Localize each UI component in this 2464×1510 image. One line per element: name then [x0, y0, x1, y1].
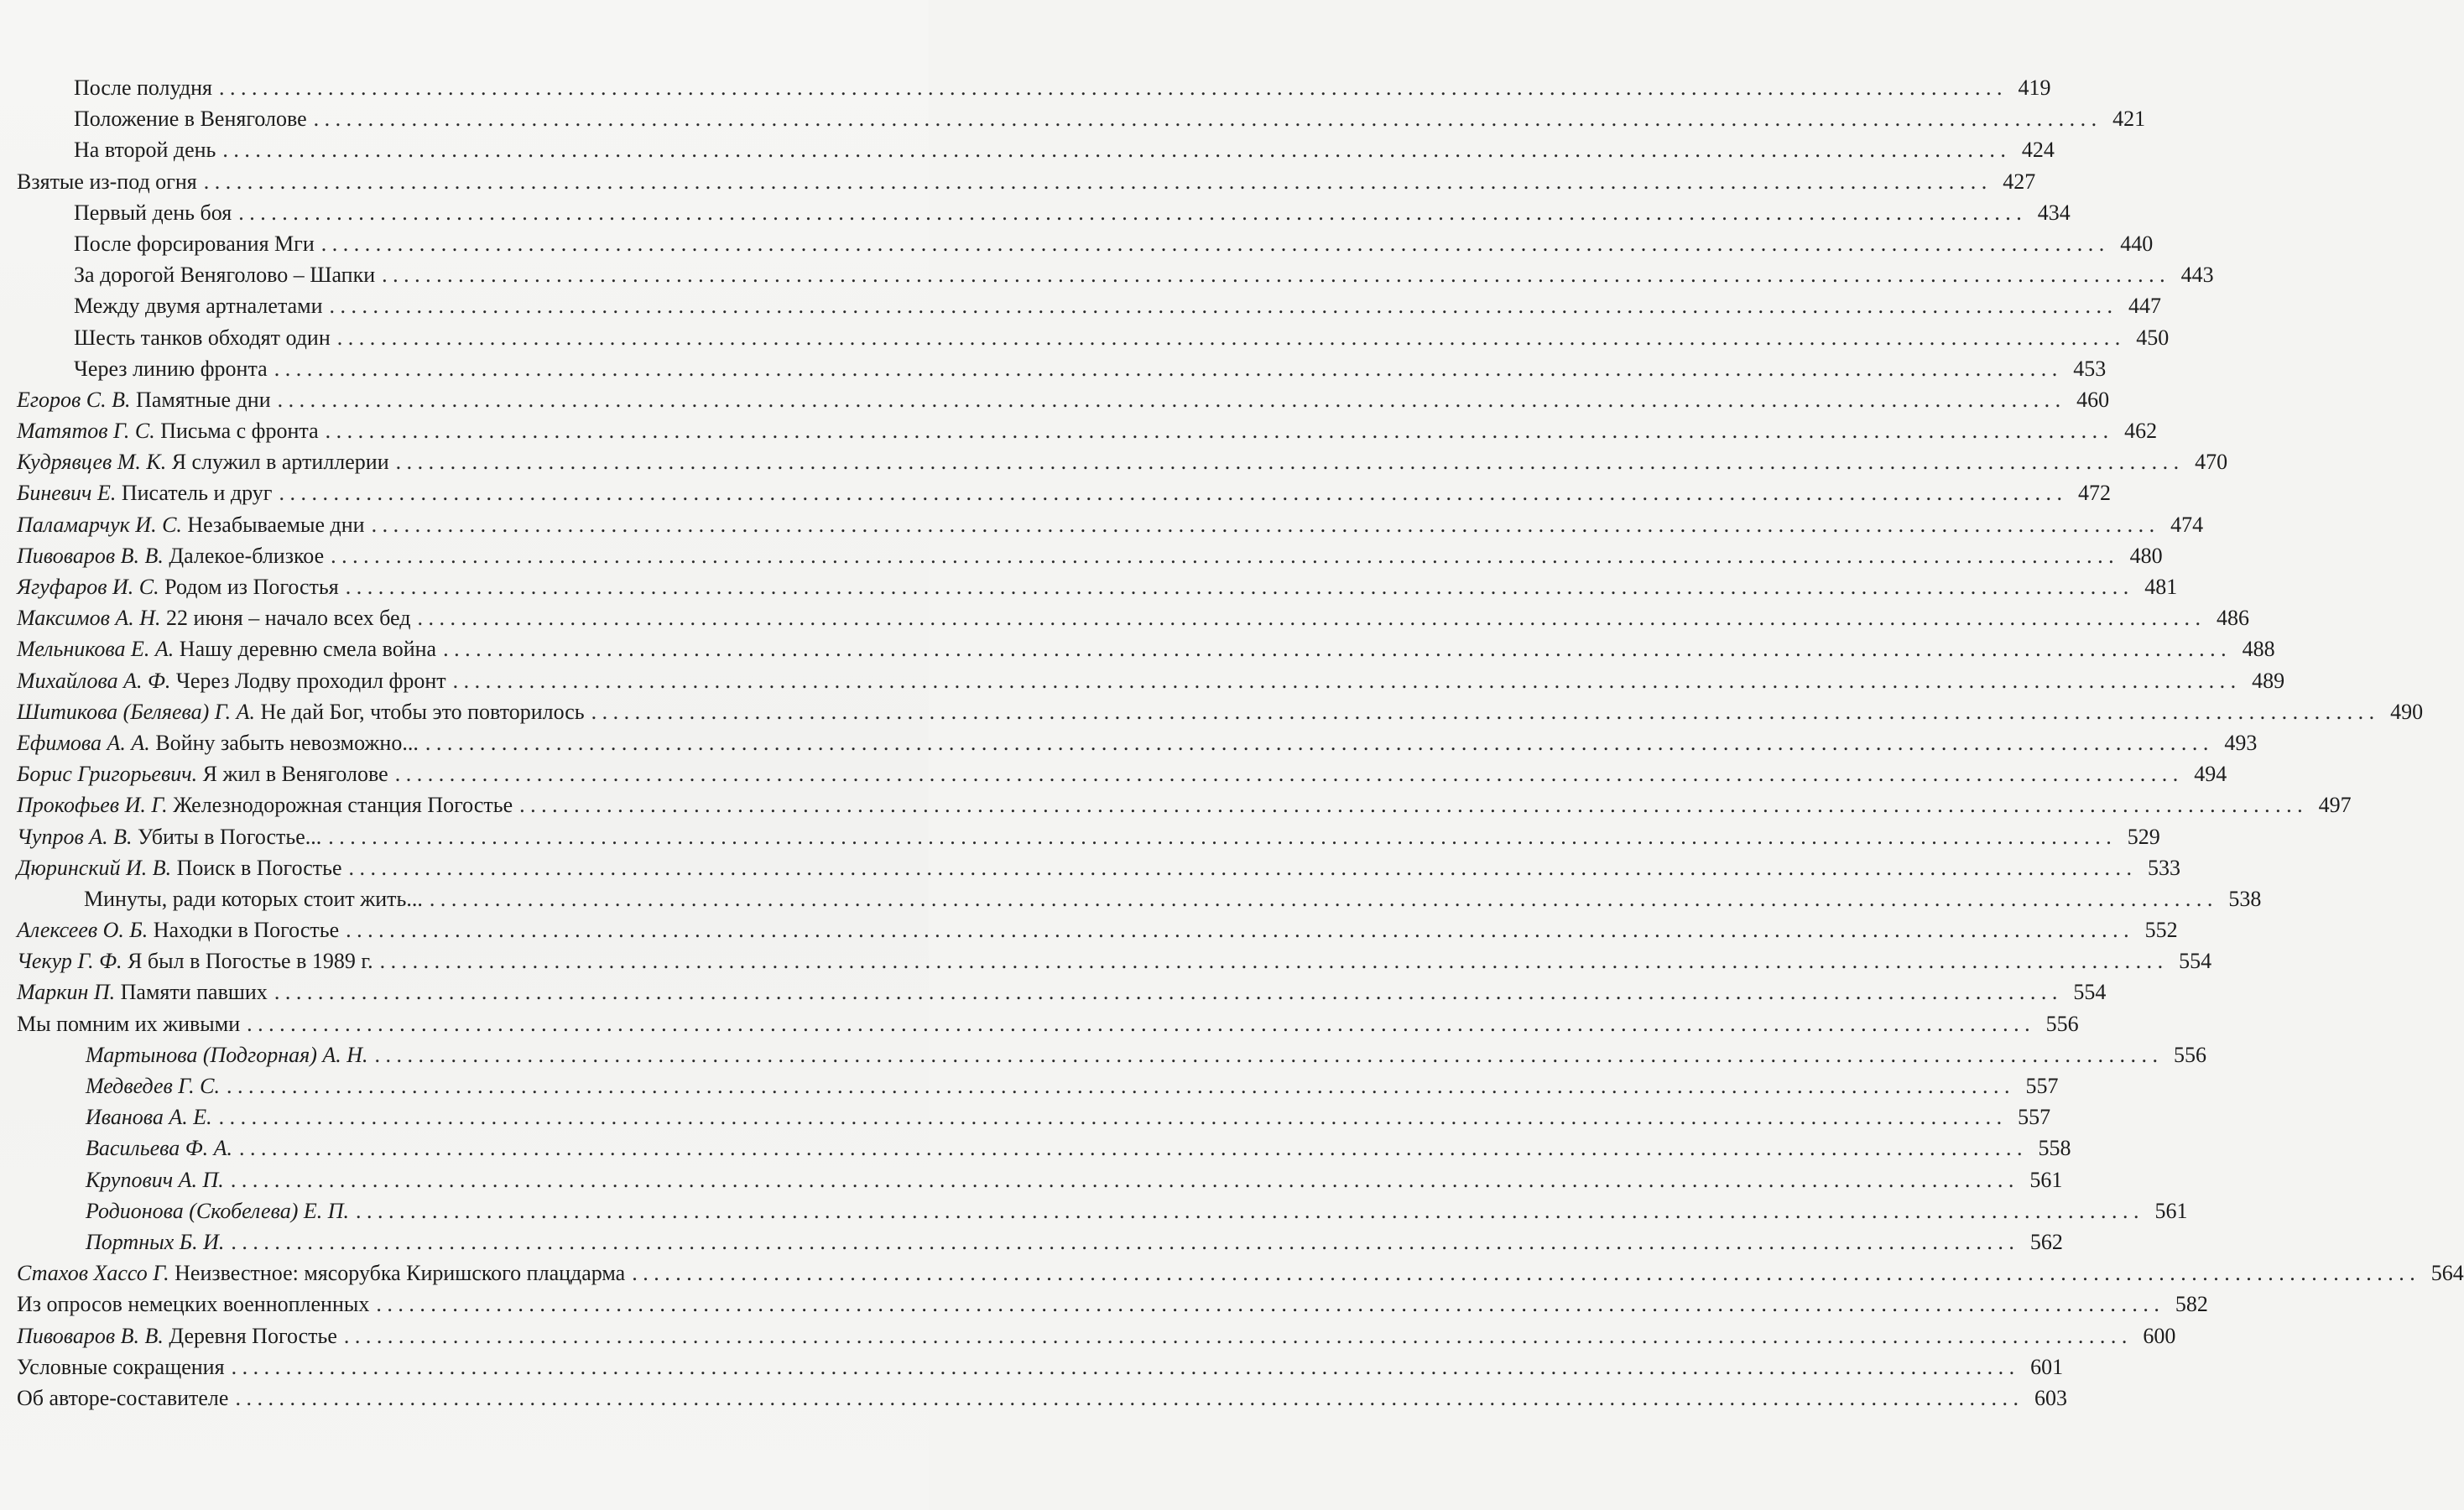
dot-leader	[453, 665, 2237, 696]
dot-leader	[382, 259, 2165, 290]
toc-entry-title: Памятные дни	[136, 387, 271, 412]
dot-leader	[375, 1039, 2159, 1070]
toc-entry-author: Ефимова А. А.	[17, 730, 150, 755]
toc-entry-title: Условные сокращения	[17, 1354, 225, 1379]
toc-entry-page-number: 529	[2127, 824, 2160, 849]
dot-leader	[204, 166, 1987, 197]
dot-leader	[356, 1195, 2139, 1226]
toc-entry-page-number: 556	[2045, 1011, 2079, 1036]
toc-entry-label	[74, 103, 307, 134]
toc-entry	[0, 477, 2111, 508]
toc-entry-label	[17, 602, 410, 633]
toc-entry-label	[74, 197, 232, 228]
toc-entry-author: Васильева Ф. А.	[86, 1136, 233, 1161]
toc-entry-author: Иванова А. Е.	[86, 1105, 212, 1130]
dot-leader	[344, 1320, 2128, 1351]
toc-entry-title: Нашу деревню смела война	[179, 637, 437, 662]
toc-entry	[0, 1257, 2464, 1289]
toc-entry	[0, 353, 2107, 384]
dot-leader	[278, 384, 2061, 415]
toc-entry-page-number: 582	[2175, 1292, 2208, 1317]
toc-entry-title: Письма с фронта	[160, 419, 319, 444]
toc-entry-label	[86, 1226, 224, 1257]
toc-entry-label	[17, 633, 436, 664]
toc-entry-page-number: 554	[2179, 949, 2212, 974]
toc-entry	[0, 1351, 2064, 1382]
dot-leader	[231, 1164, 2014, 1195]
toc-entry-title: Далекое-близкое	[169, 543, 325, 568]
toc-entry-author: Прокофьев И. Г.	[17, 793, 168, 818]
toc-entry-page-number: 600	[2143, 1323, 2176, 1348]
toc-entry	[0, 1132, 2071, 1164]
toc-entry-title: Не дай Бог, чтобы это повторилось	[260, 699, 585, 724]
toc-entry	[0, 72, 2051, 103]
toc-entry-author: Мартынова (Подгорная) А. Н.	[86, 1042, 368, 1067]
toc-entry-label	[17, 945, 373, 976]
dot-leader	[346, 571, 2129, 602]
toc-entry-label	[17, 821, 321, 852]
toc-entry	[0, 1320, 2176, 1351]
toc-entry	[0, 509, 2204, 540]
toc-entry	[0, 758, 2227, 789]
toc-entry-author: Алексеев О. Б.	[17, 918, 148, 943]
toc-entry-title: Положение в Веняголове	[74, 107, 307, 132]
toc-entry-label	[17, 1351, 225, 1382]
toc-entry	[0, 259, 2214, 290]
toc-entry-author: Матятов Г. С.	[17, 419, 155, 444]
dot-leader	[417, 602, 2201, 633]
toc-entry-label	[17, 976, 268, 1008]
dot-leader	[331, 540, 2114, 571]
toc-entry-page-number: 561	[2029, 1167, 2063, 1192]
dot-leader	[376, 1289, 2159, 1320]
dot-leader	[346, 914, 2129, 945]
toc-entry-label	[74, 290, 323, 321]
toc-entry-title: Взятые из-под огня	[17, 169, 197, 194]
toc-entry-page-number: 480	[2129, 543, 2163, 568]
toc-entry	[0, 1289, 2208, 1320]
toc-entry-title: Железнодорожная станция Погостье	[173, 793, 513, 818]
dot-leader	[396, 446, 2180, 477]
toc-entry-page-number: 556	[2174, 1042, 2207, 1067]
toc-entry-page-number: 562	[2029, 1229, 2063, 1254]
dot-leader	[395, 758, 2179, 789]
toc-entry-page-number: 474	[2170, 512, 2204, 537]
toc-entry-label	[17, 1008, 240, 1039]
toc-entry-title: Я служил в артиллерии	[171, 450, 389, 475]
toc-entry-label	[86, 1195, 349, 1226]
toc-entry	[0, 446, 2228, 477]
toc-entry-author: Мельникова Е. А.	[17, 637, 175, 662]
dot-leader	[239, 1132, 2023, 1164]
toc-entry-label	[86, 1164, 224, 1195]
toc-entry-page-number: 601	[2030, 1354, 2064, 1379]
toc-entry-label	[17, 1320, 337, 1351]
toc-entry	[0, 415, 2158, 446]
toc-entry	[0, 1101, 2051, 1132]
toc-entry	[0, 384, 2110, 415]
toc-entry-author: Кудрявцев М. К.	[17, 450, 167, 475]
dot-leader	[349, 852, 2133, 883]
toc-entry-page-number: 488	[2242, 637, 2275, 662]
toc-entry-author: Дюринский И. В.	[17, 855, 172, 880]
toc-entry-author: Шитикова (Беляева) Г. А.	[17, 699, 256, 724]
dot-leader	[380, 945, 2164, 976]
toc-entry-label	[17, 446, 389, 477]
toc-entry-label	[17, 540, 324, 571]
toc-entry-title: За дорогой Веняголово – Шапки	[74, 263, 376, 288]
dot-leader	[314, 103, 2097, 134]
dot-leader	[247, 1008, 2030, 1039]
toc-entry-page-number: 450	[2136, 325, 2170, 350]
toc-entry	[0, 633, 2275, 664]
toc-entry	[0, 914, 2178, 945]
toc-entry-label	[17, 1257, 625, 1289]
toc-entry-label	[17, 789, 513, 820]
dot-leader	[279, 477, 2062, 508]
toc-entry-page-number: 434	[2037, 200, 2071, 225]
toc-entry-title: Памяти павших	[120, 980, 268, 1005]
toc-entry	[0, 852, 2181, 883]
toc-entry-label	[86, 1101, 212, 1132]
dot-leader	[425, 727, 2209, 758]
toc-entry-page-number: 447	[2128, 294, 2162, 319]
toc-entry-author: Биневич Е.	[17, 481, 117, 506]
toc-entry-title: Минуты, ради которых стоит жить...	[84, 886, 423, 911]
toc-entry-author: Портных Б. И.	[86, 1229, 225, 1254]
toc-entry-label	[17, 914, 339, 945]
toc-entry-title: Мы помним их живыми	[17, 1011, 241, 1036]
toc-entry	[0, 665, 2285, 696]
toc-entry-label	[84, 883, 423, 914]
toc-entry-title: Неизвестное: мясорубка Киришского плацдарма	[175, 1261, 626, 1286]
toc-entry-page-number: 552	[2144, 918, 2178, 943]
toc-entry-label	[17, 415, 319, 446]
dot-leader	[274, 353, 2058, 384]
toc-entry	[0, 1195, 2188, 1226]
toc-entry-label	[17, 758, 388, 789]
toc-entry-author: Максимов А. Н.	[17, 606, 161, 631]
dot-leader	[326, 415, 2109, 446]
toc-entry-title: После полудня	[74, 76, 212, 100]
toc-entry-title: Я был в Погостье в 1989 г.	[128, 949, 373, 974]
toc-entry-title: Убиты в Погостье...	[138, 824, 322, 849]
toc-entry-page-number: 494	[2194, 762, 2227, 787]
toc-entry-label	[17, 509, 365, 540]
toc-entry-label	[86, 1070, 220, 1101]
toc-entry-label	[17, 727, 419, 758]
toc-entry	[0, 166, 2036, 197]
toc-entry	[0, 821, 2160, 852]
toc-entry-author: Крупович А. П.	[86, 1167, 224, 1192]
dot-leader	[222, 134, 2006, 165]
toc-entry-author: Медведев Г. С.	[86, 1074, 220, 1098]
toc-entry-page-number: 486	[2216, 606, 2249, 631]
dot-leader	[321, 228, 2105, 259]
toc-entry-author: Егоров С. В.	[17, 387, 131, 412]
toc-entry-page-number: 424	[2021, 138, 2055, 163]
dot-leader	[443, 633, 2227, 664]
toc-entry-title: 22 июня – начало всех бед	[166, 606, 411, 631]
toc-entry-label	[17, 1289, 369, 1320]
toc-entry-page-number: 481	[2144, 575, 2178, 599]
dot-leader	[231, 1226, 2014, 1257]
toc-entry-author: Чекур Г. Ф.	[17, 949, 122, 974]
dot-leader	[238, 197, 2022, 228]
dot-leader	[227, 1070, 2010, 1101]
toc-entry-label	[17, 166, 197, 197]
dot-leader	[519, 789, 2303, 820]
toc-entry	[0, 1070, 2059, 1101]
toc-entry	[0, 789, 2352, 820]
toc-entry-author: Маркин П.	[17, 980, 116, 1005]
toc-entry	[0, 197, 2071, 228]
dot-leader	[372, 509, 2155, 540]
dot-leader	[330, 290, 2113, 321]
toc-entry-title: Об авторе-составителе	[17, 1385, 229, 1410]
toc-entry-title: Через линию фронта	[74, 356, 268, 381]
toc-entry-title: Деревня Погостье	[169, 1323, 337, 1348]
dot-leader	[591, 696, 2375, 727]
toc-entry-label	[17, 665, 446, 696]
toc-entry	[0, 571, 2178, 602]
toc-entry-title: Незабываемые дни	[187, 512, 365, 537]
toc-entry-page-number: 538	[2228, 886, 2262, 911]
toc-entry-author: Чупров А. В.	[17, 824, 133, 849]
toc-entry-page-number: 603	[2034, 1385, 2067, 1410]
toc-entry-page-number: 533	[2148, 855, 2181, 880]
toc-entry	[0, 540, 2163, 571]
toc-entry-page-number: 497	[2318, 793, 2352, 818]
toc-entry-title: Я жил в Веняголове	[202, 762, 388, 787]
toc-entry	[0, 696, 2424, 727]
toc-entry-label	[74, 259, 375, 290]
toc-entry-label	[17, 571, 339, 602]
toc-entry-page-number: 557	[2025, 1074, 2059, 1098]
toc-entry	[0, 883, 2262, 914]
toc-entry-page-number: 558	[2038, 1136, 2071, 1161]
toc-entry-title: Войну забыть невозможно...	[155, 730, 419, 755]
toc-entry	[0, 1382, 2067, 1414]
toc-entry-author: Борис Григорьевич.	[17, 762, 198, 787]
toc-entry-title: На второй день	[74, 138, 216, 163]
toc-entry-title: Находки в Погостье	[153, 918, 340, 943]
toc-entry-page-number: 472	[2077, 481, 2111, 506]
toc-entry-title: После форсирования Мги	[74, 231, 315, 256]
toc-entry-page-number: 440	[2120, 231, 2154, 256]
toc-entry-label	[74, 72, 212, 103]
toc-entry-page-number: 493	[2224, 730, 2258, 755]
toc-entry-author: Родионова (Скобелева) Е. П.	[86, 1198, 350, 1223]
toc-entry	[0, 290, 2162, 321]
toc-entry-label	[74, 322, 331, 353]
dot-leader	[219, 72, 2003, 103]
toc-entry-label	[74, 353, 268, 384]
toc-entry-label	[86, 1132, 232, 1164]
toc-entry-title: Между двумя артналетами	[74, 294, 323, 319]
toc-entry-label	[17, 384, 271, 415]
toc-entry	[0, 1164, 2063, 1195]
toc-entry-label	[74, 228, 315, 259]
dot-leader	[235, 1382, 2019, 1414]
toc-entry-page-number: 564	[2430, 1261, 2464, 1286]
toc-entry-title: Писатель и друг	[121, 481, 273, 506]
toc-entry-page-number: 453	[2073, 356, 2107, 381]
toc-entry-page-number: 460	[2076, 387, 2110, 412]
toc-entry	[0, 103, 2146, 134]
toc-entry	[0, 322, 2170, 353]
toc-entry-author: Паламарчук И. С.	[17, 512, 182, 537]
toc-entry-page-number: 554	[2073, 980, 2107, 1005]
toc-entry-page-number: 489	[2252, 668, 2285, 693]
toc-entry-label	[74, 134, 216, 165]
toc-entry-page-number: 470	[2195, 450, 2228, 475]
toc-entry	[0, 727, 2258, 758]
dot-leader	[337, 322, 2121, 353]
dot-leader	[274, 976, 2058, 1008]
toc-entry-page-number: 427	[2003, 169, 2036, 194]
toc-entry-title: Шесть танков обходят один	[74, 325, 331, 350]
toc-entry-label	[86, 1039, 368, 1070]
toc-entry-page-number: 419	[2018, 76, 2051, 100]
dot-leader	[632, 1257, 2415, 1289]
toc-entry-title: Через Лодву проходил фронт	[175, 668, 446, 693]
toc-entry-page-number: 462	[2124, 419, 2158, 444]
toc-entry-label	[17, 696, 585, 727]
toc-entry	[0, 1226, 2063, 1257]
toc-entry-author: Михайлова А. Ф.	[17, 668, 171, 693]
toc-entry-page-number: 557	[2018, 1105, 2051, 1130]
dot-leader	[232, 1351, 2015, 1382]
toc-entry	[0, 228, 2154, 259]
toc-entry-title: Из опросов немецких военнопленных	[17, 1292, 370, 1317]
toc-entry	[0, 134, 2055, 165]
table-of-contents	[0, 72, 2464, 1414]
toc-entry-page-number: 561	[2154, 1198, 2188, 1223]
dot-leader	[430, 883, 2213, 914]
toc-entry-page-number: 443	[2180, 263, 2214, 288]
toc-entry	[0, 602, 2249, 633]
toc-entry	[0, 945, 2212, 976]
toc-entry-page-number: 490	[2390, 699, 2424, 724]
toc-entry-author: Ягуфаров И. С.	[17, 575, 159, 599]
dot-leader	[328, 821, 2112, 852]
toc-entry-title: Первый день боя	[74, 200, 232, 225]
dot-leader	[219, 1101, 2003, 1132]
toc-entry-author: Пивоваров В. В.	[17, 1323, 164, 1348]
toc-entry-title: Поиск в Погостье	[176, 855, 342, 880]
toc-entry-label	[17, 1382, 228, 1414]
toc-entry-title: Родом из Погостья	[164, 575, 339, 599]
toc-entry-author: Пивоваров В. В.	[17, 543, 164, 568]
toc-entry	[0, 976, 2107, 1008]
toc-entry-author: Стахов Хассо Г.	[17, 1261, 169, 1286]
toc-entry-label	[17, 852, 342, 883]
toc-entry	[0, 1008, 2079, 1039]
toc-entry-page-number: 421	[2112, 107, 2146, 132]
toc-entry	[0, 1039, 2207, 1070]
toc-entry-label	[17, 477, 272, 508]
